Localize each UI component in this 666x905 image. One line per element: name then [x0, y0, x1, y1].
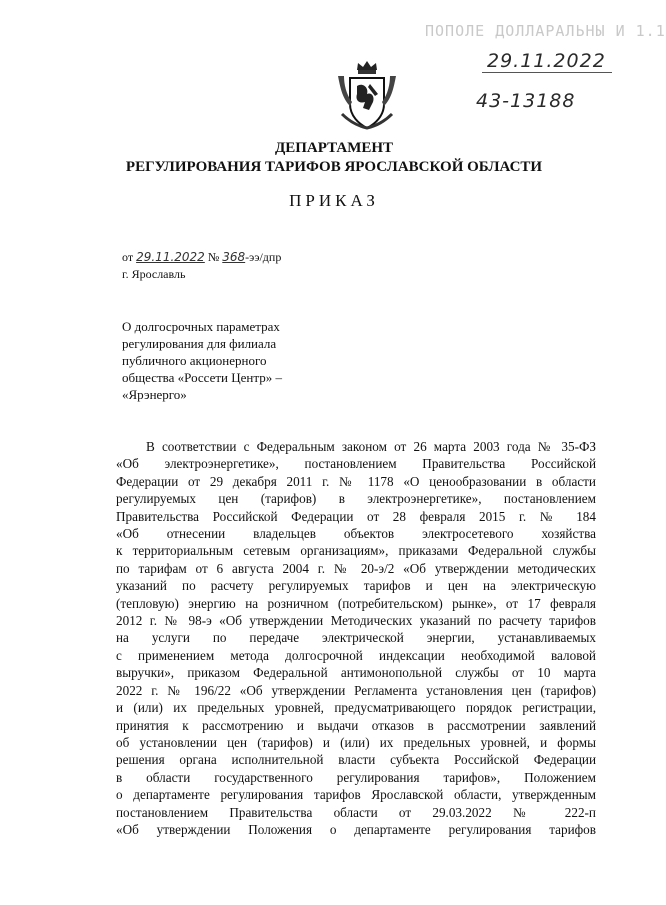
subject-line: регулирования для филиала: [122, 336, 277, 351]
body-line: об установлении цен (тарифов) и (или) их предельных уровней, и формы: [116, 734, 596, 750]
order-body-paragraph: [116, 438, 596, 838]
body-line: постановлением Правительства области от 29.03.2022 № 222-п: [116, 804, 596, 820]
body-line: указаний по расчету регулируемых тарифов и цен на электрическую: [116, 578, 596, 594]
department-title-line2: РЕГУЛИРОВАНИЯ ТАРИФОВ ЯРОСЛАВСКОЙ ОБЛАСТИ: [125, 159, 543, 175]
body-line: «Об утверждении Положения о департаменте регулирования тарифов: [116, 821, 596, 837]
order-number: 368: [222, 250, 246, 264]
registration-date-underline: [482, 72, 612, 73]
registration-number: 43-13188: [476, 90, 576, 112]
order-date: 29.11.2022: [136, 250, 205, 264]
body-line: выручки», приказом Федеральной антимонопольной службы от 10 марта: [116, 665, 596, 681]
order-date-number-line: [122, 250, 281, 265]
body-line: Правительства Российской Федерации от 28 февраля 2015 г. № 184: [116, 508, 596, 524]
body-line: В соответствии с Федеральным законом от 26 марта 2003 года № 35-ФЗ: [146, 439, 596, 454]
order-subject: [122, 318, 322, 403]
department-title-line1: ДЕПАРТАМЕНТ: [274, 140, 394, 156]
body-line: решения органа исполнительной власти субъекта Российской Федерации: [116, 752, 596, 768]
faded-registration-stamp: ПОПОЛЕ ДОЛЛАРАЛЬНЫ И 1.1: [425, 22, 666, 40]
body-line: принятия к рассмотрению и выдачи отказов в рассмотрении заявлений: [116, 717, 596, 733]
body-line: и (или) их предельных уровней, предусматривающего порядок регистрации,: [116, 700, 596, 716]
body-line: в области государственного регулирования тарифов», Положением: [116, 769, 596, 785]
subject-line: общества «Россети Центр» –: [122, 370, 282, 385]
body-line: о департаменте регулирования тарифов Ярославской области, утвержденным: [116, 787, 596, 803]
subject-line: О долгосрочных параметрах: [122, 319, 280, 334]
body-line: с применением метода долгосрочной индексации необходимой валовой: [116, 647, 596, 663]
body-line: (тепловую) энергию на розничном (потребительском) рынке», от 17 февраля: [116, 595, 596, 611]
body-line: на услуги по передаче электрической энергии, устанавливаемых: [116, 630, 596, 646]
body-line: Федерации от 29 декабря 2011 г. № 1178 «О ценообразовании в области: [116, 473, 596, 489]
subject-line: «Ярэнерго»: [122, 387, 187, 402]
body-line: к территориальным сетевым организациям», приказами Федеральной службы: [116, 543, 596, 559]
body-line: 2022 г. № 196/22 «Об утверждении Регламента установления цен (тарифов): [116, 682, 596, 698]
body-line: 2012 г. № 98-э «Об утверждении Методических указаний по расчету тарифов: [116, 613, 596, 629]
body-line: регулируемых цен (тарифов) в электроэнергетике», постановлением: [116, 491, 596, 507]
document-type-heading: ПРИКАЗ: [289, 191, 379, 210]
body-line: «Об отнесении владельцев объектов электросетевого хозяйства: [116, 526, 596, 542]
order-ot-label: от: [122, 250, 134, 264]
order-city: г. Ярославль: [122, 267, 186, 281]
body-line: по тарифам от 6 августа 2004 г. № 20-э/2 «Об утверждении методических: [116, 560, 596, 576]
order-number-label: №: [207, 250, 220, 264]
order-number-suffix: -ээ/дпр: [245, 250, 282, 264]
subject-line: публичного акционерного: [122, 353, 267, 368]
body-line: «Об электроэнергетике», постановлением Правительства Российской: [116, 456, 596, 472]
registration-date: 29.11.2022: [487, 50, 606, 72]
coat-of-arms-emblem: [330, 58, 404, 132]
